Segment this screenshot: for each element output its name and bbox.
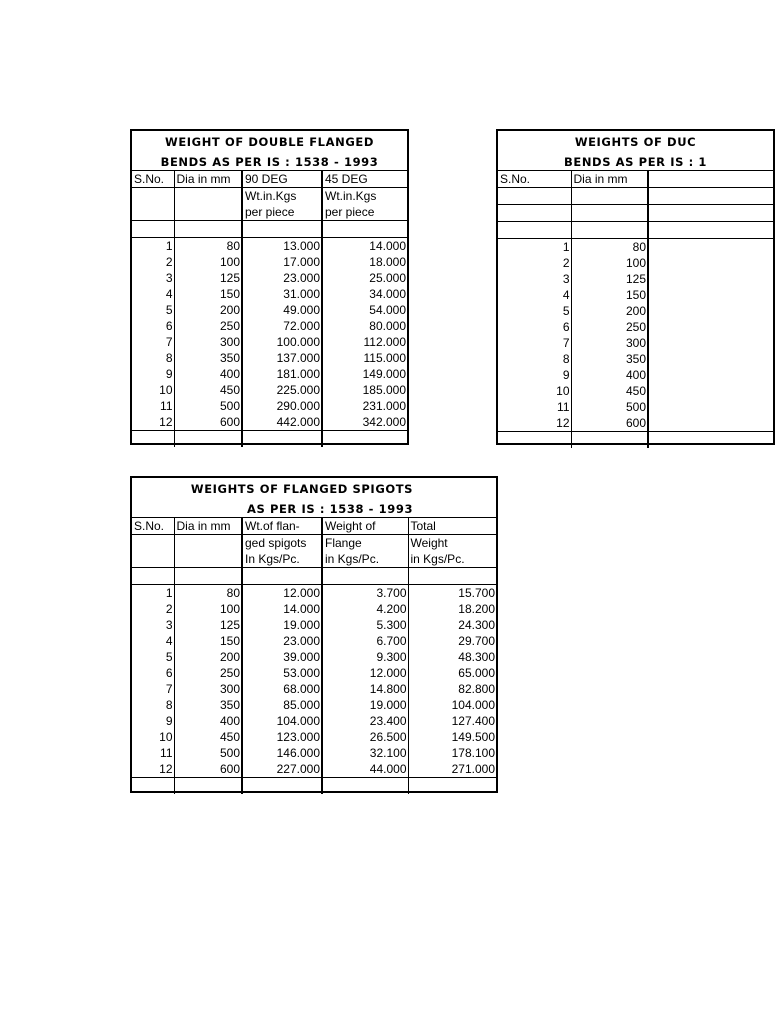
cell-spigot-weight: 19.000 — [242, 617, 322, 633]
cell-45deg: 14.000 — [322, 238, 407, 255]
cell-dia: 100 — [571, 255, 648, 271]
header-dia — [174, 188, 242, 205]
cell-spigot-weight: 146.000 — [242, 745, 322, 761]
cell-sno: 6 — [562, 319, 570, 334]
table-row — [132, 382, 407, 398]
cell-spigot-weight: 123.000 — [242, 729, 322, 745]
cell-sno: 9 — [562, 367, 570, 382]
cell-clipped — [648, 415, 773, 432]
cell-sno: 2 — [562, 255, 570, 270]
header-sno: S.No. — [132, 171, 174, 188]
spacer-cell — [174, 221, 242, 238]
header-clipped — [648, 188, 773, 205]
cell-dia: 400 — [174, 366, 242, 382]
cell-90deg: 181.000 — [242, 366, 322, 382]
title-line-1: WEIGHT OF DOUBLE FLANGED — [165, 135, 374, 149]
header-sno: S.No. — [132, 518, 174, 535]
header-row — [498, 205, 773, 222]
header-flange-weight: in Kgs/Pc. — [322, 551, 408, 568]
cell-clipped — [648, 335, 773, 351]
cell-sno: 5 — [165, 649, 173, 664]
cell-sno: 7 — [165, 681, 173, 696]
header-flange-weight: Weight of — [322, 518, 408, 535]
spacer-cell — [242, 568, 322, 585]
cell-clipped — [648, 367, 773, 383]
cell-total-weight: 65.000 — [408, 665, 496, 681]
data-table — [498, 171, 773, 448]
header-total-weight: Total — [408, 518, 496, 535]
cell-total-weight: 149.500 — [408, 729, 496, 745]
cell-dia: 100 — [174, 254, 242, 270]
table-row — [132, 350, 407, 366]
spacer-row — [132, 568, 496, 585]
cell-spigot-weight: 227.000 — [242, 761, 322, 778]
data-table — [132, 171, 407, 447]
table-row — [132, 270, 407, 286]
cell-dia: 125 — [174, 270, 242, 286]
spacer-cell — [322, 778, 408, 795]
header-row — [132, 171, 407, 188]
header-sno — [498, 188, 571, 205]
cell-flange-weight: 6.700 — [322, 633, 408, 649]
spacer-cell — [648, 432, 773, 449]
header-clipped — [648, 171, 773, 188]
cell-flange-weight: 14.800 — [322, 681, 408, 697]
header-spigot-weight: Wt.of flan- — [242, 518, 322, 535]
header-sno — [498, 205, 571, 222]
table-row — [132, 286, 407, 302]
cell-sno: 8 — [165, 697, 173, 712]
cell-dia: 600 — [174, 414, 242, 431]
table-row — [498, 271, 773, 287]
header-dia — [174, 204, 242, 221]
header-dia — [174, 535, 242, 552]
spacer-cell — [132, 221, 174, 238]
table-row — [132, 729, 496, 745]
header-sno — [132, 188, 174, 205]
table-row — [132, 318, 407, 334]
table-row — [498, 335, 773, 351]
cell-total-weight: 48.300 — [408, 649, 496, 665]
cell-dia: 100 — [174, 601, 242, 617]
cell-total-weight: 104.000 — [408, 697, 496, 713]
header-45deg: per piece — [322, 204, 407, 221]
cell-sno: 1 — [562, 239, 570, 254]
title-line-2: BENDS AS PER IS : 1 — [564, 155, 707, 169]
spacer-cell — [408, 778, 496, 795]
cell-total-weight: 127.400 — [408, 713, 496, 729]
cell-flange-weight: 32.100 — [322, 745, 408, 761]
cell-45deg: 80.000 — [322, 318, 407, 334]
title-line-2: BENDS AS PER IS : 1538 - 1993 — [160, 155, 379, 169]
cell-spigot-weight: 23.000 — [242, 633, 322, 649]
table-row — [132, 713, 496, 729]
spacer-cell — [571, 432, 648, 449]
cell-dia: 450 — [174, 729, 242, 745]
data-table — [132, 518, 496, 794]
cell-dia: 350 — [174, 697, 242, 713]
header-90deg: Wt.in.Kgs — [242, 188, 322, 205]
cell-dia: 300 — [571, 335, 648, 351]
header-row — [132, 188, 407, 205]
header-total-weight: in Kgs/Pc. — [408, 551, 496, 568]
cell-sno: 2 — [165, 601, 173, 616]
spacer-cell — [322, 431, 407, 448]
spacer-cell — [174, 568, 242, 585]
table-row — [132, 601, 496, 617]
cell-dia: 500 — [571, 399, 648, 415]
cell-dia: 125 — [174, 617, 242, 633]
header-row — [498, 171, 773, 188]
header-sno — [132, 204, 174, 221]
title-line-2: AS PER IS : 1538 - 1993 — [246, 502, 414, 516]
table-row — [132, 398, 407, 414]
cell-sno: 3 — [562, 271, 570, 286]
cell-flange-weight: 12.000 — [322, 665, 408, 681]
cell-dia: 300 — [174, 681, 242, 697]
table-row — [498, 287, 773, 303]
cell-sno: 8 — [165, 350, 173, 365]
header-dia — [571, 205, 648, 222]
cell-dia: 500 — [174, 745, 242, 761]
cell-dia: 200 — [174, 649, 242, 665]
cell-dia: 350 — [174, 350, 242, 366]
cell-45deg: 54.000 — [322, 302, 407, 318]
table-row — [132, 681, 496, 697]
cell-sno: 10 — [556, 383, 570, 398]
header-90deg: per piece — [242, 204, 322, 221]
cell-dia: 400 — [174, 713, 242, 729]
cell-clipped — [648, 319, 773, 335]
cell-dia: 250 — [174, 318, 242, 334]
table-row — [498, 255, 773, 271]
cell-dia: 150 — [174, 286, 242, 302]
cell-sno: 2 — [165, 254, 173, 269]
table-title — [132, 131, 407, 171]
cell-sno: 9 — [165, 713, 173, 728]
cell-sno: 6 — [165, 665, 173, 680]
spacer-cell — [498, 432, 571, 449]
cell-90deg: 290.000 — [242, 398, 322, 414]
cell-45deg: 231.000 — [322, 398, 407, 414]
table-row — [132, 366, 407, 382]
header-dia: Dia in mm — [571, 171, 648, 188]
spacer-cell — [132, 778, 174, 795]
cell-sno: 12 — [498, 415, 571, 432]
table-row — [132, 665, 496, 681]
header-sno: S.No. — [498, 171, 571, 188]
spacer-row — [132, 221, 407, 238]
cell-sno: 1 — [165, 238, 173, 253]
header-row — [132, 551, 496, 568]
cell-clipped — [648, 239, 773, 256]
cell-total-weight: 271.000 — [408, 761, 496, 778]
cell-dia: 400 — [571, 367, 648, 383]
cell-flange-weight: 19.000 — [322, 697, 408, 713]
header-dia — [571, 188, 648, 205]
cell-dia: 200 — [174, 302, 242, 318]
cell-dia: 600 — [571, 415, 648, 432]
cell-90deg: 442.000 — [242, 414, 322, 431]
table-row — [132, 585, 496, 602]
cell-sno: 7 — [562, 335, 570, 350]
table-row — [498, 399, 773, 415]
cell-flange-weight: 26.500 — [322, 729, 408, 745]
table-title — [498, 131, 773, 171]
cell-90deg: 225.000 — [242, 382, 322, 398]
cell-total-weight: 15.700 — [408, 585, 496, 602]
header-flange-weight: Flange — [322, 535, 408, 552]
header-dia — [174, 551, 242, 568]
cell-sno: 6 — [165, 318, 173, 333]
cell-total-weight: 29.700 — [408, 633, 496, 649]
header-row — [498, 188, 773, 205]
spacer-cell — [132, 568, 174, 585]
spacer-cell — [498, 222, 571, 239]
table-row — [132, 334, 407, 350]
cell-spigot-weight: 53.000 — [242, 665, 322, 681]
spacer-cell — [408, 568, 496, 585]
cell-spigot-weight: 104.000 — [242, 713, 322, 729]
cell-clipped — [648, 303, 773, 319]
cell-sno: 9 — [165, 366, 173, 381]
header-row — [132, 535, 496, 552]
header-spigot-weight: ged spigots — [242, 535, 322, 552]
cell-dia: 600 — [174, 761, 242, 778]
cell-90deg: 137.000 — [242, 350, 322, 366]
cell-45deg: 112.000 — [322, 334, 407, 350]
cell-clipped — [648, 255, 773, 271]
cell-dia: 500 — [174, 398, 242, 414]
header-45deg: 45 DEG — [322, 171, 407, 188]
title-line-1: WEIGHTS OF DUC — [574, 135, 697, 149]
cell-flange-weight: 4.200 — [322, 601, 408, 617]
spacer-cell — [242, 431, 322, 448]
cell-90deg: 100.000 — [242, 334, 322, 350]
cell-sno: 4 — [165, 633, 173, 648]
cell-sno: 3 — [165, 270, 173, 285]
cell-sno: 11 — [160, 398, 173, 413]
cell-sno: 4 — [562, 287, 570, 302]
cell-45deg: 185.000 — [322, 382, 407, 398]
cell-90deg: 31.000 — [242, 286, 322, 302]
cell-dia: 80 — [174, 585, 242, 602]
header-sno — [132, 551, 174, 568]
spacer-cell — [242, 221, 322, 238]
header-dia: Dia in mm — [174, 518, 242, 535]
table-double-flanged-bends — [130, 129, 409, 445]
cell-sno: 1 — [165, 585, 173, 600]
header-total-weight: Weight — [408, 535, 496, 552]
header-dia: Dia in mm — [174, 171, 242, 188]
spacer-row — [132, 431, 407, 448]
cell-dia: 250 — [174, 665, 242, 681]
header-row — [132, 518, 496, 535]
header-spigot-weight: In Kgs/Pc. — [242, 551, 322, 568]
table-flanged-spigots — [130, 476, 498, 793]
cell-dia: 80 — [571, 239, 648, 256]
table-title — [132, 478, 496, 518]
cell-dia: 150 — [571, 287, 648, 303]
cell-90deg: 13.000 — [242, 238, 322, 255]
cell-45deg: 115.000 — [322, 350, 407, 366]
cell-45deg: 149.000 — [322, 366, 407, 382]
cell-sno: 5 — [562, 303, 570, 318]
table-row — [132, 633, 496, 649]
table-row — [498, 303, 773, 319]
cell-45deg: 25.000 — [322, 270, 407, 286]
title-line-1: WEIGHTS OF FLANGED SPIGOTS — [190, 482, 414, 496]
spacer-cell — [322, 221, 407, 238]
cell-45deg: 18.000 — [322, 254, 407, 270]
spacer-row — [498, 222, 773, 239]
cell-clipped — [648, 351, 773, 367]
table-row — [132, 649, 496, 665]
cell-sno: 10 — [159, 729, 173, 744]
cell-sno: 5 — [165, 302, 173, 317]
cell-dia: 450 — [174, 382, 242, 398]
cell-total-weight: 24.300 — [408, 617, 496, 633]
header-row — [132, 204, 407, 221]
cell-dia: 250 — [571, 319, 648, 335]
cell-90deg: 17.000 — [242, 254, 322, 270]
cell-dia: 125 — [571, 271, 648, 287]
spacer-cell — [174, 778, 242, 795]
spacer-row — [498, 432, 773, 449]
cell-90deg: 49.000 — [242, 302, 322, 318]
table-row — [132, 254, 407, 270]
table-row — [132, 414, 407, 431]
cell-dia: 350 — [571, 351, 648, 367]
cell-dia: 300 — [174, 334, 242, 350]
table-ductile-bends-clip — [496, 129, 707, 445]
table-row — [498, 367, 773, 383]
header-45deg: Wt.in.Kgs — [322, 188, 407, 205]
table-row — [498, 415, 773, 432]
table-row — [132, 745, 496, 761]
cell-sno: 11 — [557, 399, 570, 414]
cell-dia: 150 — [174, 633, 242, 649]
cell-clipped — [648, 383, 773, 399]
cell-dia: 200 — [571, 303, 648, 319]
cell-sno: 12 — [132, 761, 174, 778]
table-row — [132, 302, 407, 318]
spacer-cell — [648, 222, 773, 239]
cell-total-weight: 178.100 — [408, 745, 496, 761]
cell-total-weight: 18.200 — [408, 601, 496, 617]
cell-sno: 3 — [165, 617, 173, 632]
cell-sno: 8 — [562, 351, 570, 366]
cell-spigot-weight: 12.000 — [242, 585, 322, 602]
cell-sno: 10 — [159, 382, 173, 397]
cell-clipped — [648, 287, 773, 303]
cell-total-weight: 82.800 — [408, 681, 496, 697]
cell-flange-weight: 44.000 — [322, 761, 408, 778]
table-row — [498, 351, 773, 367]
header-90deg: 90 DEG — [242, 171, 322, 188]
spacer-cell — [242, 778, 322, 795]
table-row — [498, 383, 773, 399]
cell-45deg: 342.000 — [322, 414, 407, 431]
table-row — [132, 697, 496, 713]
spacer-cell — [132, 431, 174, 448]
cell-spigot-weight: 14.000 — [242, 601, 322, 617]
cell-sno: 7 — [165, 334, 173, 349]
cell-spigot-weight: 85.000 — [242, 697, 322, 713]
cell-spigot-weight: 68.000 — [242, 681, 322, 697]
cell-flange-weight: 3.700 — [322, 585, 408, 602]
table-row — [132, 761, 496, 778]
header-sno — [132, 535, 174, 552]
spacer-cell — [174, 431, 242, 448]
cell-45deg: 34.000 — [322, 286, 407, 302]
table-row — [498, 319, 773, 335]
cell-90deg: 72.000 — [242, 318, 322, 334]
table-ductile-bends — [496, 129, 775, 445]
cell-dia: 80 — [174, 238, 242, 255]
cell-dia: 450 — [571, 383, 648, 399]
spacer-cell — [322, 568, 408, 585]
cell-spigot-weight: 39.000 — [242, 649, 322, 665]
table-row — [132, 617, 496, 633]
spacer-row — [132, 778, 496, 795]
cell-clipped — [648, 399, 773, 415]
table-row — [132, 238, 407, 255]
cell-clipped — [648, 271, 773, 287]
spacer-cell — [571, 222, 648, 239]
cell-sno: 11 — [160, 745, 173, 760]
cell-flange-weight: 5.300 — [322, 617, 408, 633]
table-row — [498, 239, 773, 256]
header-clipped — [648, 205, 773, 222]
cell-sno: 4 — [165, 286, 173, 301]
cell-sno: 12 — [132, 414, 174, 431]
cell-flange-weight: 23.400 — [322, 713, 408, 729]
cell-flange-weight: 9.300 — [322, 649, 408, 665]
cell-90deg: 23.000 — [242, 270, 322, 286]
